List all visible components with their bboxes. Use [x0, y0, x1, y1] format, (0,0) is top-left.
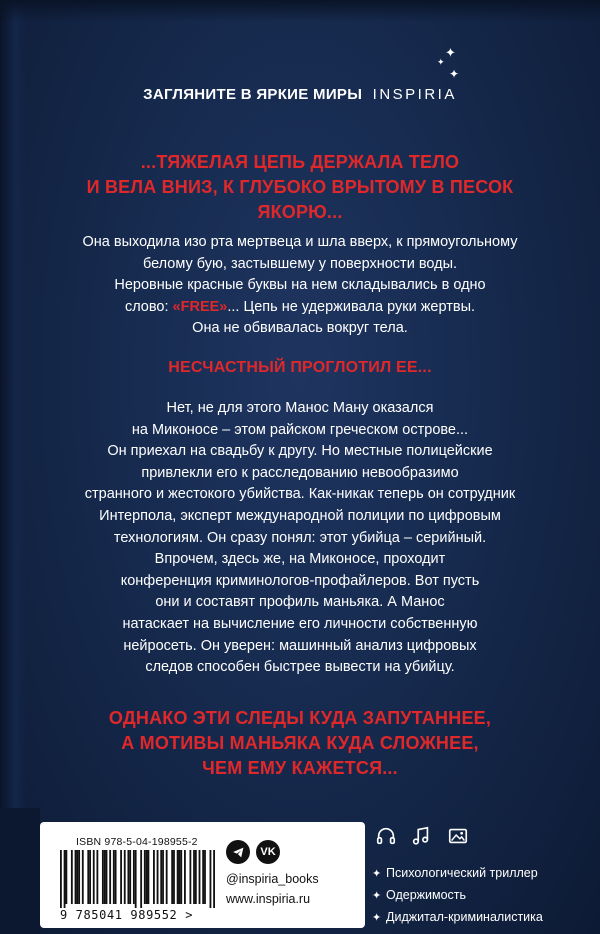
p2-line: конференция криминологов-профайлеров. Вот пусть [120, 572, 480, 589]
barcode-bar [189, 850, 191, 904]
barcode-bar [127, 850, 129, 904]
barcode-bar [210, 850, 212, 908]
barcode-bar [89, 850, 91, 904]
barcode-bar [160, 850, 162, 904]
barcode-bar [76, 850, 78, 904]
hook3-line: А МОТИВЫ МАНЬЯКА КУДА СЛОЖНЕЕ, [121, 733, 479, 753]
free-word: «FREE» [172, 298, 228, 315]
barcode-bar [78, 850, 80, 904]
barcode-bar [148, 850, 150, 904]
p2-line: Интерпола, эксперт международной полиции по цифровым [99, 507, 501, 524]
barcode-bar [157, 850, 159, 904]
hook-quote-3 [50, 706, 550, 781]
barcode-bar [173, 850, 175, 904]
barcode-bar [193, 850, 195, 904]
hook1-line: ...ТЯЖЕЛАЯ ЦЕПЬ ДЕРЖАЛА ТЕЛО [140, 152, 460, 172]
p1-line: Неровные красные буквы на нем складывались в одно [114, 277, 486, 294]
hook1-line: ЯКОРЮ... [257, 202, 343, 222]
barcode-bar [64, 850, 66, 908]
barcode-bar [93, 850, 95, 904]
p2-line: Впрочем, здесь же, на Миконосе, проходит [154, 551, 446, 568]
sparkle-icon: ✦ [445, 45, 456, 60]
genre-item [372, 866, 538, 880]
barcode-panel [40, 822, 365, 928]
header-tagline: ЗАГЛЯНИТЕ В ЯРКИЕ МИРЫ [143, 86, 363, 103]
barcode-bar [115, 850, 117, 904]
barcode-bar [179, 850, 181, 904]
brand-name: INSPIRIA [372, 86, 457, 103]
music-note-icon [410, 825, 432, 847]
barcode-bar [106, 850, 108, 904]
p2-line: Нет, не для этого Манос Ману оказался [166, 400, 434, 416]
p2-line: странного и жестокого убийства. Как-никак теперь он сотрудник [84, 486, 516, 503]
barcode-bar [162, 850, 164, 904]
barcode-icon [60, 850, 215, 908]
blurb-paragraph-2 [40, 398, 560, 679]
barcode-bar [104, 850, 106, 904]
publisher-header [0, 86, 600, 103]
barcode-bar [87, 850, 89, 904]
barcode-bar [153, 850, 155, 904]
p2-line: натаскает на вычисление его личности собственную [122, 615, 478, 632]
sparkle-icon: ✦ [449, 67, 460, 81]
barcode-bar [202, 850, 204, 904]
genre-label: Одержимость [386, 888, 467, 902]
hook-quote-2: НЕСЧАСТНЫЙ ПРОГЛОТИЛ ЕЕ... [168, 359, 432, 376]
barcode-bar [71, 850, 73, 904]
p1-line [40, 297, 560, 319]
isbn-label: ISBN 978-5-04-198955-2 [76, 836, 198, 848]
barcode-bar [120, 850, 122, 904]
barcode-bar [180, 850, 182, 904]
barcode-bar [75, 850, 77, 904]
p2-line: технологиям. Он сразу понял: этот убийца – серийный. [113, 529, 487, 546]
hook3-line: ЧЕМ ЕМУ КАЖЕТСЯ... [202, 758, 398, 778]
p1-text: ... Цепь не удерживала руки жертвы. [227, 298, 476, 315]
barcode-bar [166, 850, 168, 904]
top-shadow [0, 0, 600, 22]
telegram-icon [232, 846, 245, 859]
spine-shadow [0, 0, 26, 934]
telegram-icon[interactable] [226, 840, 250, 864]
barcode-bar [129, 850, 131, 904]
website-link[interactable]: www.inspiria.ru [226, 892, 311, 906]
barcode-bar [60, 850, 62, 908]
barcode-bar [213, 850, 215, 908]
p1-line: белому бую, застывшему у поверхности воды. [142, 255, 458, 272]
barcode-bar [177, 850, 179, 904]
barcode-bar [96, 850, 98, 904]
hook-quote-1 [60, 150, 540, 225]
barcode-digits: 9 785041 989552 > [60, 908, 194, 922]
hook1-line: И ВЕЛА ВНИЗ, К ГЛУБОКО ВРЫТОМУ В ПЕСОК [86, 177, 514, 197]
genre-item [372, 910, 543, 924]
barcode-bar [204, 850, 206, 904]
sparkle-icon: ✦ [437, 57, 445, 67]
barcode-bar [82, 850, 84, 904]
genre-label: Диджитал-криминалистика [386, 910, 543, 924]
barcode-bar [140, 850, 142, 908]
barcode-bar [109, 850, 111, 904]
blurb-paragraph-1 [40, 232, 560, 340]
hook3-line: ОДНАКО ЭТИ СЛЕДЫ КУДА ЗАПУТАННЕЕ, [108, 708, 492, 728]
barcode-bar [135, 850, 137, 908]
left-notch [0, 808, 40, 934]
barcode-bar [146, 850, 148, 904]
sparkle-icon: ✦ [372, 912, 382, 924]
barcode-bar [113, 850, 115, 904]
barcode-bar [199, 850, 201, 904]
genre-item [372, 888, 466, 902]
genre-label: Психологический триллер [386, 866, 538, 880]
p2-line: на Миконосе – этом райском греческом острове... [131, 421, 469, 438]
sparkle-icon: ✦ [372, 868, 382, 880]
barcode-bar [144, 850, 146, 904]
p2-line: привлекли его к расследованию невообразимо [141, 464, 459, 481]
sparkle-icon: ✦ [372, 890, 382, 902]
p1-text: слово: [124, 298, 173, 315]
vk-icon[interactable]: VK [256, 840, 280, 864]
barcode-bar [171, 850, 173, 904]
image-icon [447, 825, 469, 847]
barcode-bar [195, 850, 197, 904]
p2-line: Он приехал на свадьбу к другу. Но местные полицейские [107, 443, 493, 460]
p1-line: Она не обвивалась вокруг тела. [192, 320, 408, 337]
barcode-bar [65, 850, 67, 904]
barcode-bar [102, 850, 104, 904]
barcode-bar [184, 850, 186, 904]
social-handle[interactable]: @inspiria_books [226, 872, 319, 886]
p2-line: следов способен быстрее вывести на убийцу. [145, 659, 455, 676]
barcode-bar [133, 850, 135, 904]
p1-line: Она выходила изо рта мертвеца и шла вверх, к прямоугольному [82, 234, 518, 250]
headphones-icon [375, 825, 397, 847]
barcode-bar [124, 850, 126, 904]
p2-line: нейросеть. Он уверен: машинный анализ цифровых [123, 637, 477, 654]
p2-line: они и составят профиль маньяка. А Манос [155, 594, 445, 611]
